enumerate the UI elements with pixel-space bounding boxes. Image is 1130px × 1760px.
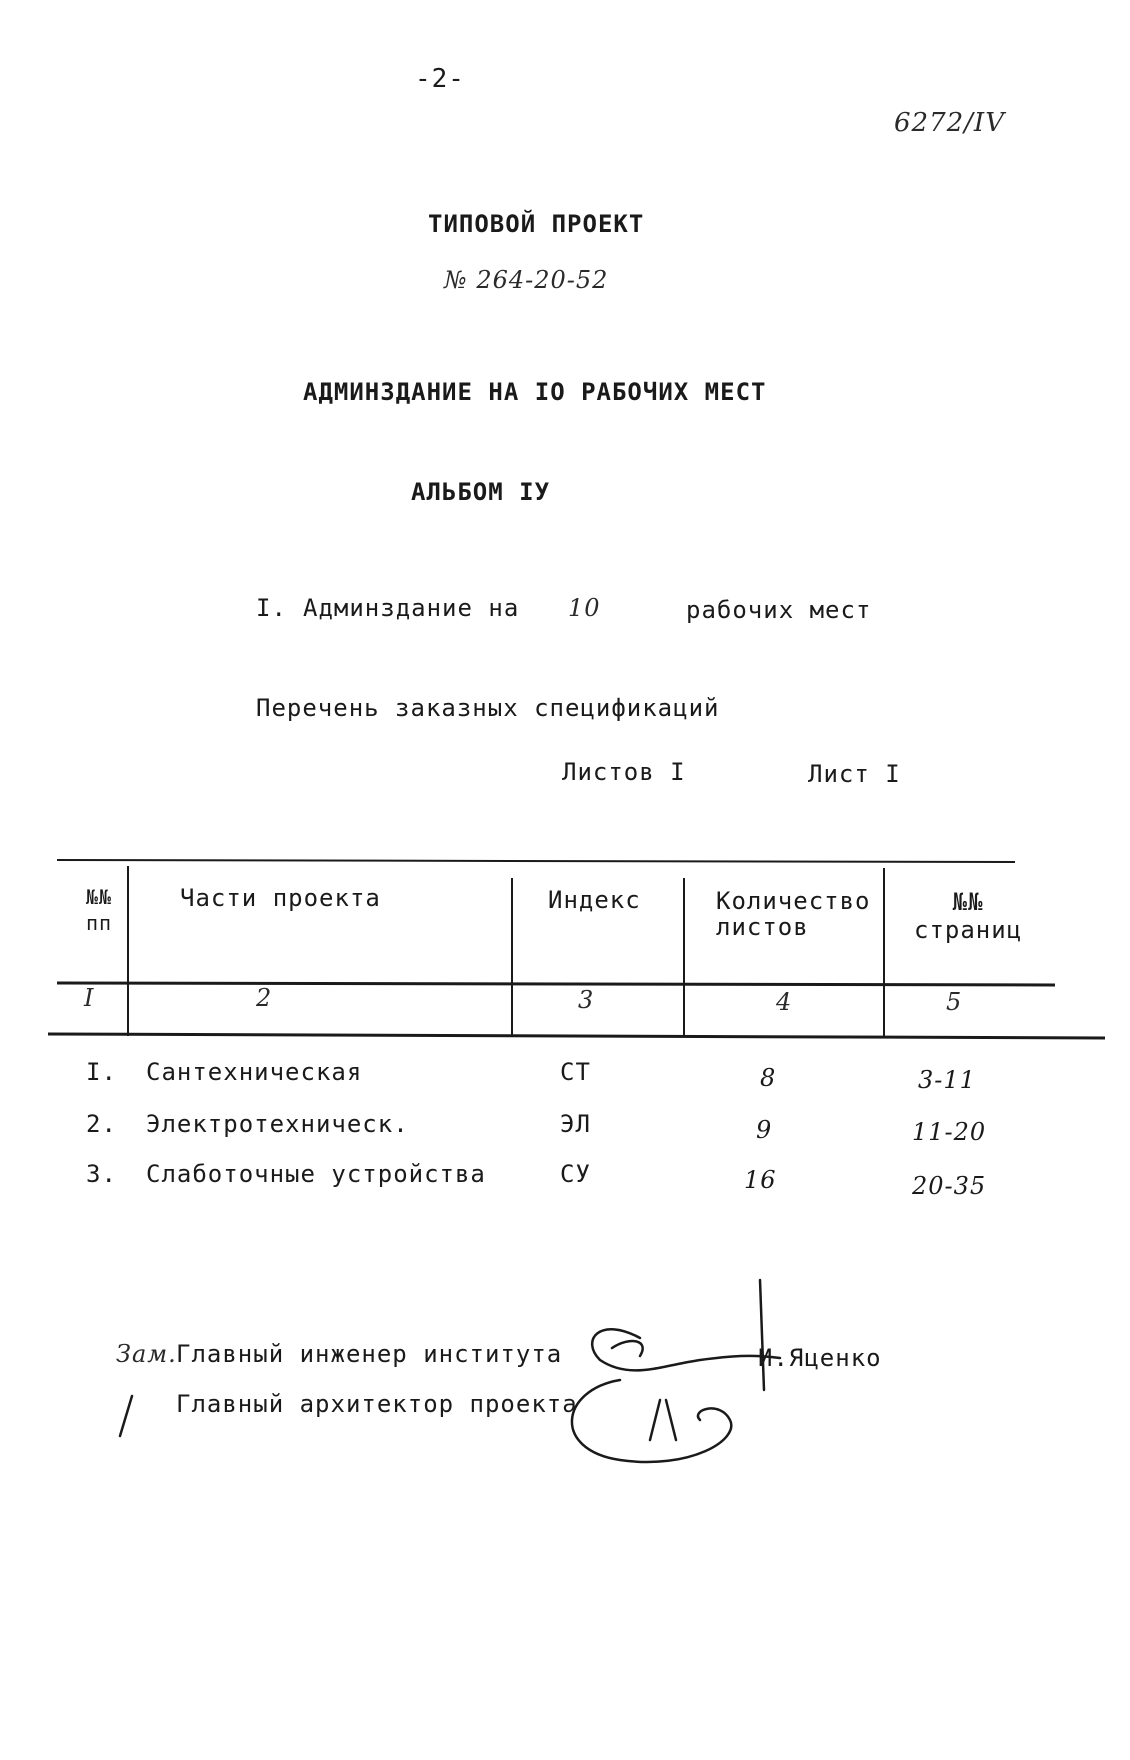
document-type: ТИПОВОЙ ПРОЕКТ [428,210,645,238]
engineer-signature-loop [612,1341,643,1356]
header-num: №№ пп [86,885,113,935]
page-number: -2- [415,64,465,94]
row-index: СТ [560,1058,591,1086]
column-number-5: 5 [946,988,963,1016]
section-number: I. [256,594,287,622]
architect-signature-initial [650,1400,676,1440]
row-num: 2. [86,1110,117,1138]
chief-architect-label: Главный архитектор проекта [176,1390,578,1418]
row-index: СУ [560,1160,591,1188]
sheets-total: Листов I [562,758,686,786]
header-parts: Части проекта [180,884,381,912]
engineer-prefix: Зам. [116,1340,177,1368]
engineer-signature [592,1329,780,1370]
row-count: 16 [744,1166,777,1194]
row-num: 3. [86,1160,117,1188]
row-pages: 3-11 [918,1066,976,1094]
chief-engineer-name: И.Яценко [758,1344,882,1372]
section-text-after: рабочих мест [686,596,872,624]
header-pages: №№ страниц [914,888,1023,944]
row-count: 9 [756,1116,773,1144]
row-pages: 20-35 [912,1172,987,1200]
archive-number: 6272/IV [894,108,1005,138]
column-number-1: I [84,984,95,1012]
section-text: Админздание на [303,594,520,622]
row-num: I. [86,1058,117,1086]
header-count: Количество листов [716,887,871,941]
row-index: ЭЛ [560,1110,591,1138]
row-count: 8 [760,1064,777,1092]
sheet-current: Лист I [808,760,901,788]
header-index: Индекс [548,886,641,914]
engineer-signature-stroke [760,1280,764,1390]
row-name: Слаботочные устройства [146,1160,486,1188]
column-number-3: 3 [578,986,595,1014]
column-number-4: 4 [776,988,793,1016]
column-number-2: 2 [256,984,273,1012]
architect-signature [572,1380,731,1462]
section-count: 10 [568,594,601,622]
row-pages: 11-20 [912,1118,987,1146]
margin-mark [120,1396,132,1436]
chief-engineer-label: Главный инженер института [176,1340,563,1368]
album-title: АЛЬБОМ IУ [411,478,551,506]
row-name: Электротехническ. [146,1110,409,1138]
project-title: АДМИНЗДАНИЕ НА IO РАБОЧИХ МЕСТ [303,378,767,406]
project-number: № 264-20-52 [444,266,609,294]
list-title: Перечень заказных спецификаций [256,694,720,722]
row-name: Сантехническая [146,1058,363,1086]
